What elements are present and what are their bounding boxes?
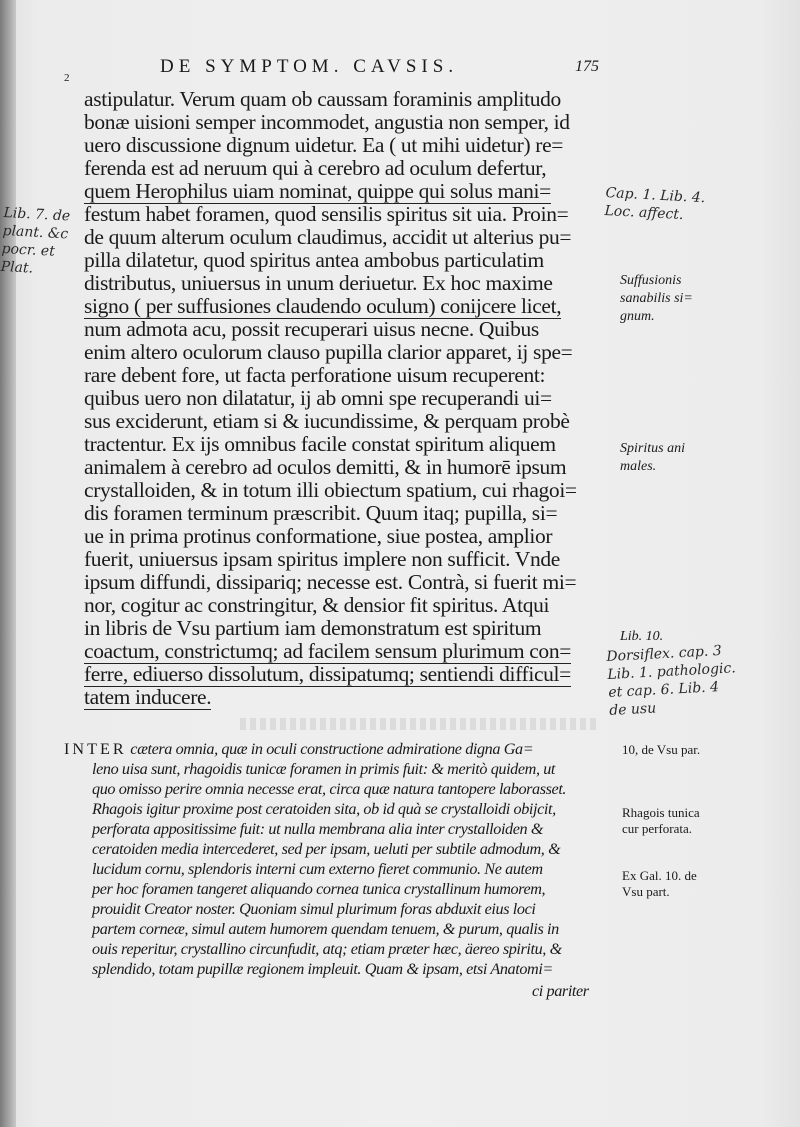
text-line: in libris de Vsu partium iam demonstratum est spiritum [84, 616, 542, 640]
text-line-underlined: ferre, ediuerso dissolutum, dissipatumq; sentiendi difficul= [84, 662, 571, 686]
italic-line: prouidit Creator noster. Quoniam simul plurimum foras abduxit eius loci [92, 900, 536, 918]
text-line: nor, cogitur ac constringitur, & densior fit spiritus. Atqui [84, 593, 550, 617]
margin-note-spiritus: Spiritus ani males. [620, 441, 685, 474]
italic-line: ceratoiden media intercederet, sed per ipsam, ueluti per subtile admodum, & [92, 840, 561, 858]
italic-line: leno uisa sunt, rhagoidis tunicæ foramen in primis fuit: & meritò quidem, ut [92, 760, 556, 778]
text-line: num admota acu, possit recuperari uisus necne. Quibus [84, 317, 539, 341]
page-gutter-shadow [0, 0, 16, 1127]
text-line: de quum alterum oculum claudimus, accidit ut alterius pu= [84, 225, 572, 249]
text-line: distributus, uniuersus in unum deriuetur. Ex hoc maxime [84, 271, 553, 295]
italic-first-line [64, 740, 533, 758]
bleed-through [240, 718, 600, 730]
text-line: uero discussione dignum uidetur. Ea ( ut mihi uidetur) re= [84, 133, 564, 157]
initial-word: INTER [64, 740, 127, 758]
text-line: fuerit, uniuersus ipsam spiritus implere non sufficit. Vnde [84, 547, 560, 571]
text-line: dis foramen terminum præscribit. Quum itaq; pupilla, si= [84, 501, 558, 525]
text-line: crystalloiden, & in totum illi obiectum spatium, cui rhagoi= [84, 478, 577, 502]
handwritten-note-left: Lib. 7. de plant. &c pocr. et Plat. [0, 204, 71, 277]
text-line: festum habet foramen, quod sensilis spiritus sit uia. Proin= [84, 202, 569, 226]
handwritten-note-right-top: Cap. 1. Lib. 4. Loc. affect. [604, 184, 706, 224]
text-line: bonæ uisioni semper incommodet, angustia non semper, id [84, 110, 570, 134]
page-mark: 2 [64, 72, 70, 84]
margin-note-suffusionis: Suffusionis sanabilis si= gnum. [620, 273, 693, 324]
text-line: quibus uero non dilatatur, ij ab omni spe recuperandi ui= [84, 386, 552, 410]
text-line-underlined: coactum, constrictumq; ad facilem sensum plurimum con= [84, 639, 572, 663]
margin-note-vsu: 10, de Vsu par. [622, 742, 701, 757]
italic-line: perforata appositissime fuit: ut nulla membrana alia inter crystalloiden & [92, 820, 544, 838]
text-line: enim altero oculorum clauso pupilla clarior apparet, ij spe= [84, 340, 573, 364]
italic-line-catchword: ci pariter [532, 982, 589, 1000]
running-head: DE SYMPTOM. CAVSIS. [160, 56, 459, 77]
margin-note-rhagois: Rhagois tunica cur perforata. [622, 805, 700, 836]
text-line: ipsum diffundi, dissipariq; necesse est. Contrà, si fuerit mi= [84, 570, 577, 594]
page-number: 175 [575, 58, 599, 75]
italic-line: lucidum cornu, splendoris interni cum externo fieret communio. Ne autem [92, 860, 543, 878]
italic-line: per hoc foramen tangeret aliquando cornea tunica crystallinum humorem, [92, 880, 546, 898]
text-line: ue in prima protinus conformatione, siue postea, amplior [84, 524, 553, 548]
margin-note-exgal: Ex Gal. 10. de Vsu part. [622, 868, 697, 899]
italic-line: partem corneæ, simul autem humorem quendam tenuem, & purum, qualis in [92, 920, 559, 938]
text-line: sus exciderunt, etiam si & iucundissime, & perquam probè [84, 409, 570, 433]
italic-line: ouis reperitur, crystallino circunfudit, atq; etiam præter hæc, äereo spiritu, & [92, 940, 562, 958]
handwritten-note-right-bottom: Dorsiflex. cap. 3 Lib. 1. pathologic. et cap. 6. Lib. 4 de usu [606, 642, 737, 719]
text-line-underlined: tatem inducere. [84, 685, 212, 709]
italic-line: Rhagois igitur proxime post ceratoiden sita, ob id quà se crystalloidi obijcit, [92, 800, 556, 818]
italic-line: splendido, totam pupillæ regionem impleuit. Quam & ipsam, etsi Anatomi= [92, 960, 553, 978]
margin-note-lib10: Lib. 10. [620, 629, 664, 644]
italic-line-text: cætera omnia, quæ in oculi constructione admiratione digna Ga= [126, 740, 534, 758]
text-line-underlined: quem Herophilus uiam nominat, quippe qui solus mani= [84, 179, 551, 203]
italic-line: quo omisso perire omnia necesse erat, circa quæ natura tantopere laborasset. [92, 780, 567, 798]
text-line: animalem à cerebro ad oculos demitti, & in humorē ipsum [84, 455, 567, 479]
text-line: rare debent fore, ut facta perforatione uisum recuperent: [84, 363, 546, 387]
text-line: pilla dilatetur, quod spiritus antea ambobus particulatim [84, 248, 544, 272]
text-line: astipulatur. Verum quam ob caussam foraminis amplitudo [84, 87, 561, 111]
text-line-underlined: signo ( per suffusiones claudendo oculum) conijcere licet, [84, 294, 562, 318]
text-line: tractentur. Ex ijs omnibus facile constat spiritum aliquem [84, 432, 556, 456]
text-line: ferenda est ad neruum qui à cerebro ad oculum defertur, [84, 156, 547, 180]
